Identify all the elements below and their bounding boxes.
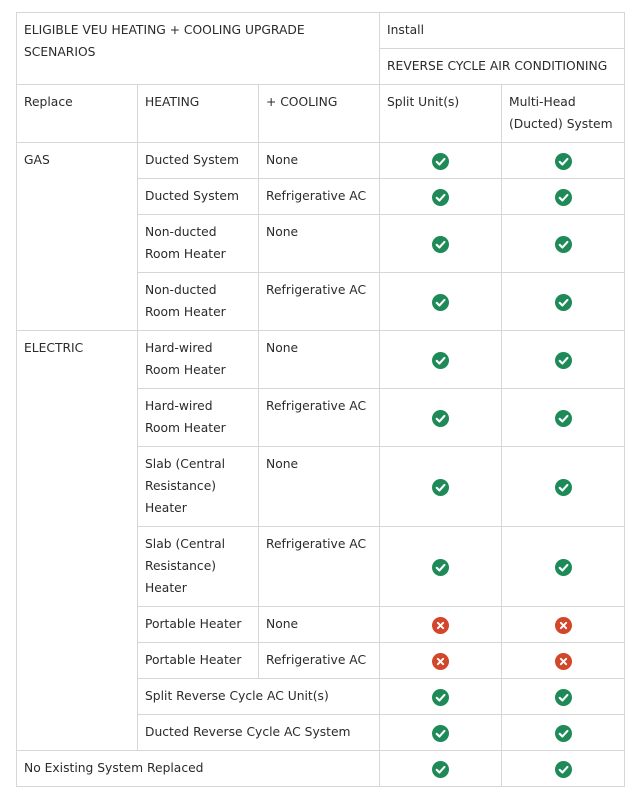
install-type-header: REVERSE CYCLE AIR CONDITIONING — [380, 49, 625, 85]
split-cell — [380, 179, 502, 215]
table-title: ELIGIBLE VEU HEATING + COOLING UPGRADE SCENARIOS — [17, 13, 380, 85]
install-header: Install — [380, 13, 625, 49]
check-circle-icon — [555, 689, 572, 706]
multi-cell — [502, 447, 625, 527]
heating-cell: Slab (Central Resistance) Heater — [138, 527, 259, 607]
cooling-cell: None — [259, 447, 380, 527]
table-row — [17, 331, 625, 389]
cross-circle-icon — [555, 617, 572, 634]
heating-cell: Ducted System — [138, 143, 259, 179]
check-circle-icon — [555, 559, 572, 576]
combined-system-cell: Split Reverse Cycle AC Unit(s) — [138, 679, 380, 715]
multi-cell — [502, 607, 625, 643]
multi-cell — [502, 751, 625, 787]
split-cell — [380, 273, 502, 331]
split-cell — [380, 447, 502, 527]
table-row — [17, 751, 625, 787]
cooling-cell: Refrigerative AC — [259, 389, 380, 447]
split-cell — [380, 643, 502, 679]
group-electric: ELECTRIC — [17, 331, 138, 751]
check-circle-icon — [555, 294, 572, 311]
heating-cell: Non-ducted Room Heater — [138, 215, 259, 273]
multi-cell — [502, 143, 625, 179]
split-cell — [380, 679, 502, 715]
check-circle-icon — [555, 725, 572, 742]
col-replace-header: Replace — [17, 85, 138, 143]
heating-cell: Hard-wired Room Heater — [138, 331, 259, 389]
check-circle-icon — [555, 352, 572, 369]
cross-circle-icon — [555, 653, 572, 670]
heating-cell: Portable Heater — [138, 643, 259, 679]
cooling-cell: Refrigerative AC — [259, 527, 380, 607]
split-cell — [380, 331, 502, 389]
check-circle-icon — [432, 189, 449, 206]
multi-cell — [502, 273, 625, 331]
cooling-cell: Refrigerative AC — [259, 273, 380, 331]
col-multihead-header: Multi-Head (Ducted) System — [502, 85, 625, 143]
col-heating-header: HEATING — [138, 85, 259, 143]
split-cell — [380, 143, 502, 179]
check-circle-icon — [432, 479, 449, 496]
multi-cell — [502, 389, 625, 447]
check-circle-icon — [432, 410, 449, 427]
group-gas: GAS — [17, 143, 138, 331]
check-circle-icon — [432, 352, 449, 369]
heating-cell: Slab (Central Resistance) Heater — [138, 447, 259, 527]
check-circle-icon — [555, 479, 572, 496]
multi-cell — [502, 715, 625, 751]
split-cell — [380, 715, 502, 751]
combined-system-cell: Ducted Reverse Cycle AC System — [138, 715, 380, 751]
check-circle-icon — [555, 153, 572, 170]
multi-cell — [502, 679, 625, 715]
check-circle-icon — [432, 153, 449, 170]
multi-cell — [502, 527, 625, 607]
cooling-cell: None — [259, 607, 380, 643]
split-cell — [380, 389, 502, 447]
column-header-row — [17, 85, 625, 143]
heating-cell: Ducted System — [138, 179, 259, 215]
heating-cell: Portable Heater — [138, 607, 259, 643]
heating-cell: Hard-wired Room Heater — [138, 389, 259, 447]
col-split-header: Split Unit(s) — [380, 85, 502, 143]
eligibility-table — [16, 12, 625, 787]
group-none: No Existing System Replaced — [17, 751, 380, 787]
check-circle-icon — [432, 725, 449, 742]
check-circle-icon — [555, 236, 572, 253]
check-circle-icon — [555, 189, 572, 206]
cooling-cell: Refrigerative AC — [259, 643, 380, 679]
check-circle-icon — [432, 236, 449, 253]
multi-cell — [502, 215, 625, 273]
cooling-cell: None — [259, 331, 380, 389]
check-circle-icon — [432, 689, 449, 706]
col-cooling-header: + COOLING — [259, 85, 380, 143]
cooling-cell: None — [259, 215, 380, 273]
split-cell — [380, 527, 502, 607]
table-row — [17, 143, 625, 179]
cooling-cell: None — [259, 143, 380, 179]
cross-circle-icon — [432, 653, 449, 670]
split-cell — [380, 607, 502, 643]
split-cell — [380, 215, 502, 273]
heating-cell: Non-ducted Room Heater — [138, 273, 259, 331]
check-circle-icon — [555, 410, 572, 427]
split-cell — [380, 751, 502, 787]
check-circle-icon — [432, 559, 449, 576]
cooling-cell: Refrigerative AC — [259, 179, 380, 215]
check-circle-icon — [432, 761, 449, 778]
check-circle-icon — [555, 761, 572, 778]
header-row-1 — [17, 13, 625, 49]
cross-circle-icon — [432, 617, 449, 634]
multi-cell — [502, 179, 625, 215]
check-circle-icon — [432, 294, 449, 311]
multi-cell — [502, 331, 625, 389]
multi-cell — [502, 643, 625, 679]
